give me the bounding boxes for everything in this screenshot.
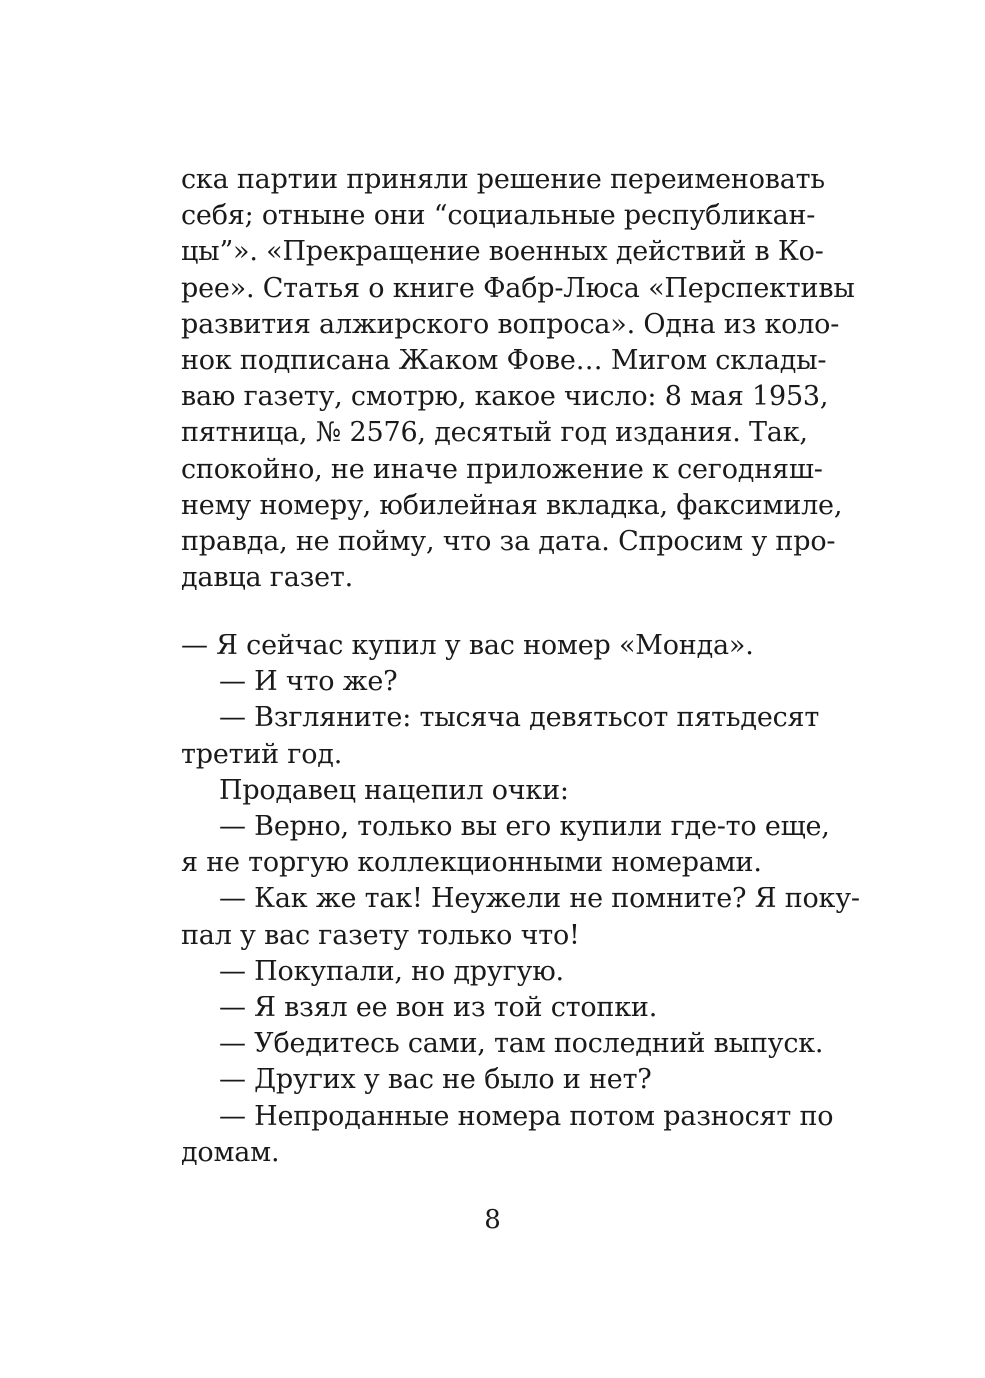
dialogue-line: — Я сейчас купил у вас номер «Монда».: [181, 630, 754, 661]
dialogue-line: — Других у вас не было и нет?: [219, 1064, 652, 1096]
dialogue-line: — Я взял ее вон из той стопки.: [219, 992, 658, 1024]
dialogue-line: — Верно, только вы его купили где-то еще,: [219, 811, 830, 843]
dialogue-line: домам.: [181, 1136, 280, 1168]
dialogue-section: [181, 628, 860, 1171]
narrative-paragraph: [181, 162, 855, 596]
text-line: ска партии приняли решение переименовать: [181, 164, 825, 195]
dialogue-line: — Взгляните: тысяча девятьсот пятьдесят: [219, 702, 820, 734]
dialogue-line: — Покупали, но другую.: [219, 955, 564, 987]
dialogue-line: Продавец нацепил очки:: [219, 774, 569, 806]
page-number: 8: [484, 1205, 501, 1235]
text-line: нок подписана Жаком Фове… Мигом склады-: [181, 345, 827, 377]
dialogue-line: — Как же так! Неужели не помните? Я поку-: [219, 883, 860, 915]
text-line: нему номеру, юбилейная вкладка, факсимиле,: [181, 489, 843, 521]
text-line: рее». Статья о книге Фабр-Люса «Перспективы: [181, 272, 855, 304]
dialogue-line: — Убедитесь сами, там последний выпуск.: [219, 1028, 824, 1060]
text-line: правда, не пойму, что за дата. Спросим у про-: [181, 526, 836, 558]
text-line: давца газет.: [181, 562, 354, 594]
dialogue-line: пал у вас газету только что!: [181, 919, 580, 951]
text-line: себя; отныне они “социальные республикан-: [181, 200, 816, 232]
text-line: пятница, № 2576, десятый год издания. Так,: [181, 417, 808, 449]
dialogue-line: я не торгую коллекционными номерами.: [181, 847, 762, 879]
text-line: цы”». «Прекращение военных действий в Ко-: [181, 236, 824, 268]
dialogue-line: — Непроданные номера потом разносят по: [219, 1100, 834, 1132]
text-line: спокойно, не иначе приложение к сегодняш-: [181, 453, 823, 485]
dialogue-line: третий год.: [181, 738, 343, 770]
dialogue-line: — И что же?: [219, 666, 398, 698]
text-line: ваю газету, смотрю, какое число: 8 мая 1953,: [181, 381, 829, 413]
text-line: развития алжирского вопроса». Одна из коло-: [181, 308, 840, 340]
